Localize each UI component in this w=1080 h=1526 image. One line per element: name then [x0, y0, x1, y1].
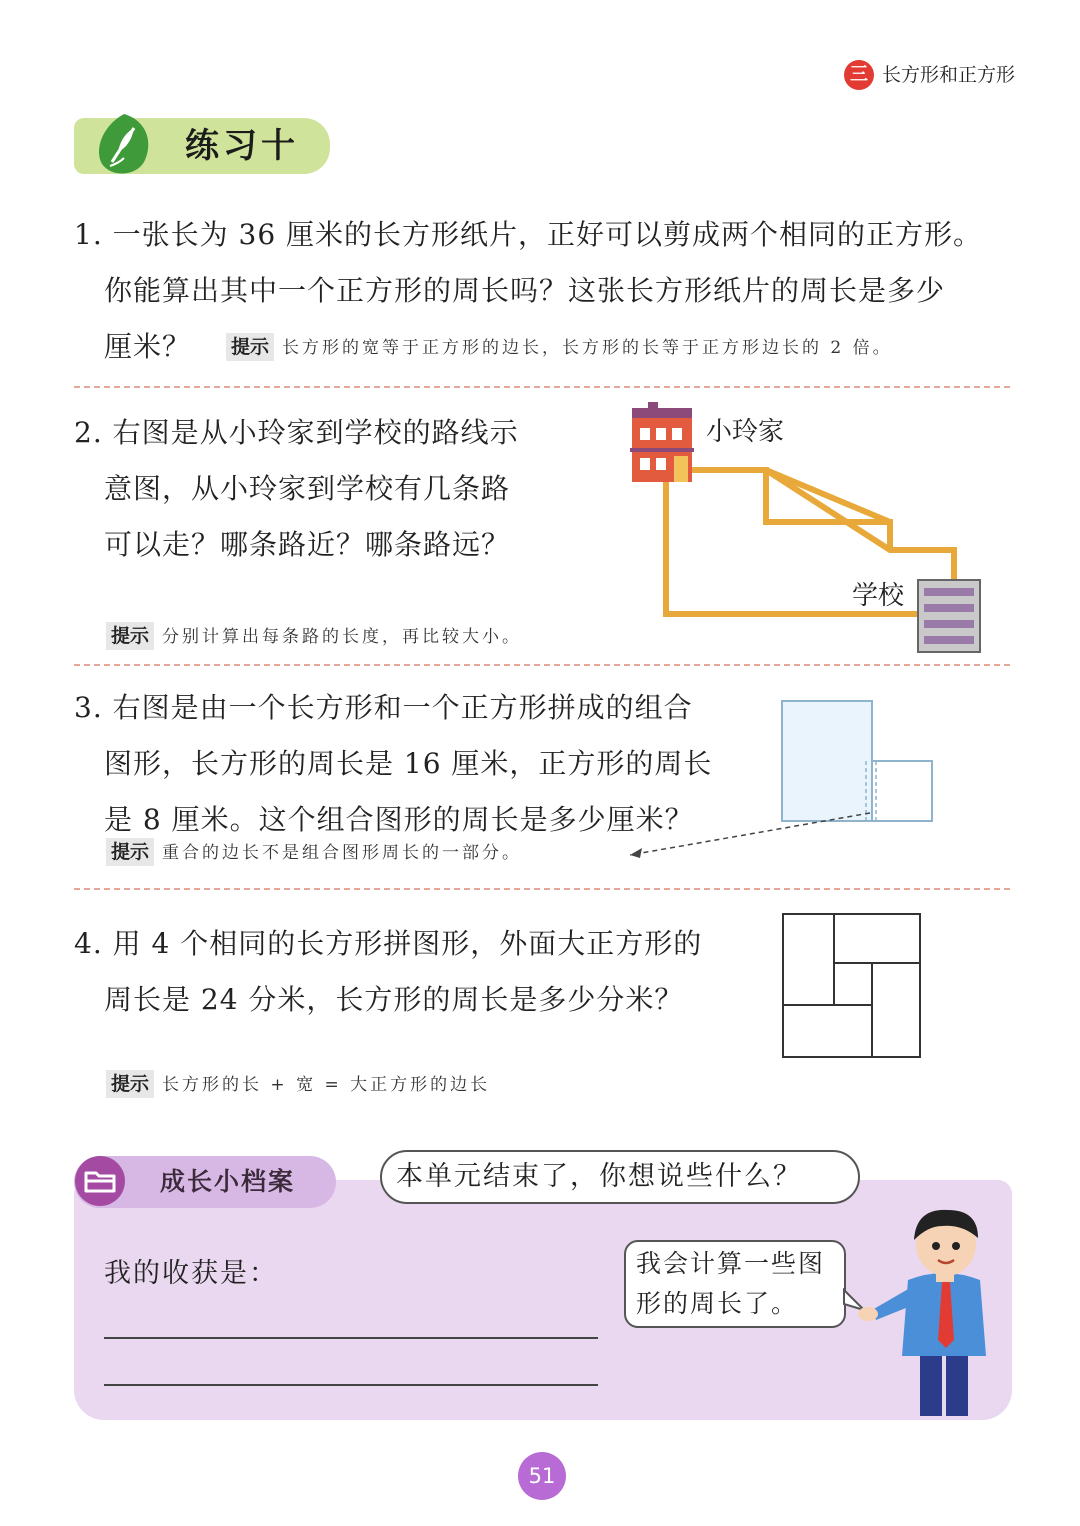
school-icon: [918, 580, 980, 652]
hint-text: 长方形的宽等于正方形的边长，长方形的长等于正方形边长的 2 倍。: [282, 338, 893, 358]
problem-3-line-2: 图形，长方形的周长是 16 厘米，正方形的周长: [104, 747, 713, 780]
problem-2-line-1: 2. 右图是从小玲家到学校的路线示: [74, 416, 519, 449]
problem-2-hint: [106, 622, 522, 651]
hint-text: 重合的边长不是组合图形周长的一部分。: [162, 843, 523, 863]
problem-3-line-3: 是 8 厘米。这个组合图形的周长是多少厘米？: [104, 803, 694, 836]
boy-illustration: [850, 1200, 1010, 1418]
four-rectangles-diagram: [782, 913, 922, 1059]
problem-1-hint: [226, 333, 893, 362]
hint-label: 提示: [106, 622, 154, 650]
hint-label: 提示: [106, 838, 154, 866]
problem-4-line-1: 4. 用 4 个相同的长方形拼图形，外面大正方形的: [74, 927, 703, 960]
school-label: 学校: [852, 581, 905, 611]
problem-3-line-1: 3. 右图是由一个长方形和一个正方形拼成的组合: [74, 691, 693, 724]
answer-line-1[interactable]: [104, 1337, 598, 1339]
hint-label: 提示: [226, 333, 274, 361]
folder-icon: [74, 1155, 126, 1207]
page-number: 51: [518, 1452, 566, 1500]
question-text: 本单元结束了，你想说些什么？: [396, 1161, 802, 1192]
problem-4-line-2: 周长是 24 分米，长方形的周长是多少分米？: [104, 983, 684, 1016]
speech-text: 我会计算一些图形的周长了。: [636, 1249, 826, 1318]
problem-1-line-2: 你能算出其中一个正方形的周长吗？这张长方形纸片的周长是多少: [104, 274, 946, 307]
home-label: 小玲家: [706, 417, 785, 447]
unit-number-badge: 三: [844, 60, 874, 90]
gain-label: 我的收获是：: [104, 1258, 278, 1289]
house-icon: [630, 402, 694, 482]
problem-2-line-3: 可以走？哪条路近？哪条路远？: [104, 528, 511, 561]
hint-label: 提示: [106, 1070, 154, 1098]
composite-shape-diagram: [620, 695, 940, 865]
divider: [74, 888, 1010, 890]
divider: [74, 386, 1010, 388]
problem-1-line-1: 1. 一张长为 36 厘米的长方形纸片，正好可以剪成两个相同的正方形。: [74, 218, 983, 251]
answer-line-2[interactable]: [104, 1384, 598, 1386]
route-diagram: [620, 400, 1000, 660]
problem-1-line-3: 厘米？: [104, 330, 192, 363]
divider: [74, 664, 1010, 666]
hint-text: 长方形的长 + 宽 = 大正方形的边长: [162, 1075, 491, 1095]
exercise-title: 练习十: [185, 126, 299, 166]
problem-4-hint: [106, 1070, 490, 1099]
unit-title: 长方形和正方形: [882, 64, 1016, 86]
feather-pen-icon: [94, 112, 154, 178]
growth-title: 成长小档案: [160, 1167, 296, 1196]
problem-3-hint: [106, 838, 522, 867]
hint-text: 分别计算出每条路的长度，再比较大小。: [162, 627, 523, 647]
problem-2-line-2: 意图，从小玲家到学校有几条路: [104, 472, 511, 505]
